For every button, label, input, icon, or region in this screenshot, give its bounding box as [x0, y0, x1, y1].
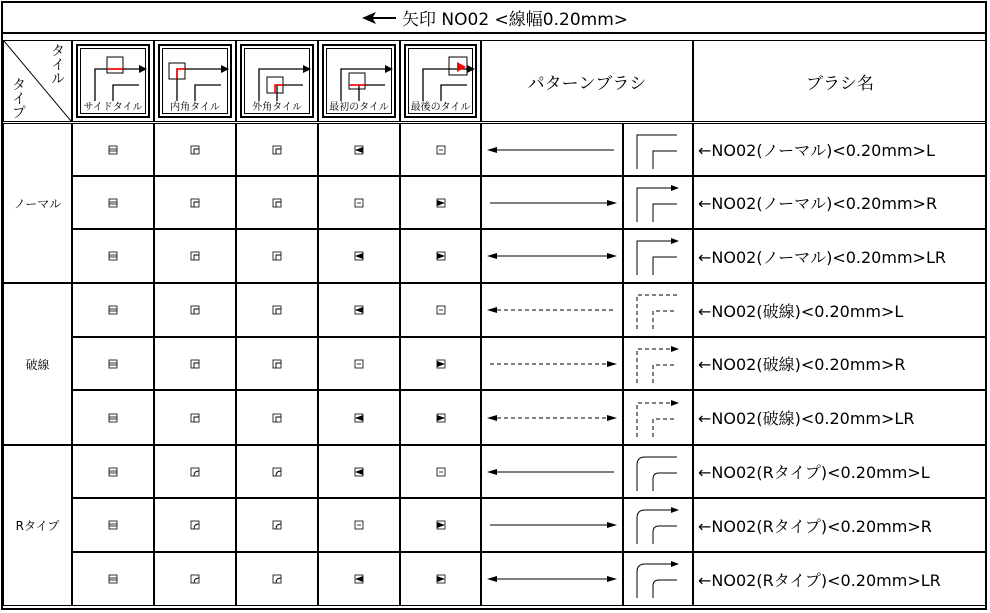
- brush-name-cell: [693, 445, 987, 498]
- tile-thumbnail-cell: [154, 229, 236, 283]
- last-thumbnail-icon: [436, 520, 446, 530]
- pattern-brush-preview-cell: [481, 229, 623, 283]
- header-first-tile-cell: [318, 40, 400, 122]
- corner-preview-cell: [623, 283, 693, 337]
- brush-name-label: ←NO02(Rタイプ)<0.20mm>L: [698, 463, 930, 482]
- inner-thumbnail-icon: [190, 198, 200, 208]
- header-outer-corner-tile-cell: [236, 40, 318, 122]
- type-group-label: Rタイプ: [15, 519, 60, 533]
- tile-thumbnail-cell: [236, 229, 318, 283]
- pattern-brush-header: [481, 40, 693, 122]
- type-group-cell: [3, 445, 72, 606]
- inner-thumbnail-icon: [190, 520, 200, 530]
- tile-thumbnail-cell: [72, 283, 154, 337]
- tile-thumbnail-cell: [154, 390, 236, 445]
- first-thumbnail-icon: [354, 305, 364, 315]
- inner-thumbnail-icon: [190, 359, 200, 369]
- tile-thumbnail-cell: [400, 445, 481, 498]
- corner-shape-preview-icon: [633, 451, 683, 493]
- header-last-tile-label: 最後のタイル: [410, 102, 471, 113]
- brush-name-label: ←NO02(破線)<0.20mm>L: [698, 301, 904, 321]
- tile-thumbnail-cell: [154, 283, 236, 337]
- tile-thumbnail-cell: [154, 445, 236, 498]
- tile-thumbnail-cell: [154, 552, 236, 606]
- header-first-tile-frame: [322, 44, 396, 118]
- inner-thumbnail-icon: [190, 145, 200, 155]
- table-row: [72, 283, 987, 337]
- type-group-label: ノーマル: [13, 196, 62, 211]
- tile-thumbnail-cell: [154, 337, 236, 390]
- outer-thumbnail-icon: [272, 574, 282, 584]
- tile-thumbnail-cell: [400, 176, 481, 229]
- tile-thumbnail-cell: [318, 445, 400, 498]
- pattern-brush-preview-cell: [481, 552, 623, 606]
- side-thumbnail-icon: [108, 198, 118, 208]
- outer-thumbnail-icon: [272, 520, 282, 530]
- corner-preview-cell: [623, 498, 693, 552]
- corner-preview-cell: [623, 176, 693, 229]
- corner-shape-preview-icon: [633, 397, 683, 439]
- tile-thumbnail-cell: [400, 498, 481, 552]
- tile-thumbnail-cell: [72, 123, 154, 176]
- tile-thumbnail-cell: [236, 283, 318, 337]
- last-thumbnail-icon: [436, 467, 446, 477]
- brush-name-label: ←NO02(破線)<0.20mm>LR: [698, 409, 915, 428]
- corner-shape-preview-icon: [633, 343, 683, 385]
- first-thumbnail-icon: [354, 145, 364, 155]
- tile-thumbnail-cell: [400, 123, 481, 176]
- tile-thumbnail-cell: [72, 498, 154, 552]
- header-inner-corner-tile-label: 内角タイル: [170, 102, 220, 113]
- corner-shape-preview-icon: [633, 235, 683, 277]
- side-thumbnail-icon: [108, 251, 118, 261]
- brush-name-label: ←NO02(ノーマル)<0.20mm>LR: [698, 247, 946, 267]
- tile-thumbnail-cell: [318, 498, 400, 552]
- table-row: [72, 337, 987, 390]
- brush-name-cell: [693, 337, 987, 390]
- inner-thumbnail-icon: [190, 413, 200, 423]
- table-row: [72, 229, 987, 283]
- brush-name-label: ←NO02(Rタイプ)<0.20mm>R: [698, 516, 932, 536]
- header-side-tile-cell: [72, 40, 154, 122]
- header-side-tile-label: サイドタイル: [83, 102, 143, 113]
- header-side-tile-frame: [76, 44, 150, 118]
- tile-thumbnail-cell: [318, 283, 400, 337]
- header-inner-corner-tile-cell: [154, 40, 236, 122]
- corner-label-tile: タイル: [49, 43, 65, 85]
- tile-thumbnail-cell: [72, 552, 154, 606]
- header-outer-corner-tile-label: 外角タイル: [252, 102, 302, 113]
- tile-thumbnail-cell: [318, 229, 400, 283]
- corner-preview-cell: [623, 337, 693, 390]
- arrow-line-preview-icon: [486, 304, 618, 316]
- brush-name-header: [693, 40, 987, 122]
- side-thumbnail-icon: [108, 305, 118, 315]
- outer-thumbnail-icon: [272, 359, 282, 369]
- tile-thumbnail-cell: [318, 123, 400, 176]
- corner-label-type: タイプ: [10, 77, 26, 119]
- outer-thumbnail-icon: [272, 413, 282, 423]
- corner-shape-preview-icon: [633, 558, 683, 600]
- tile-thumbnail-cell: [400, 283, 481, 337]
- tile-thumbnail-cell: [72, 229, 154, 283]
- outer-thumbnail-icon: [272, 145, 282, 155]
- side-thumbnail-icon: [108, 520, 118, 530]
- side-thumbnail-icon: [108, 574, 118, 584]
- outer-thumbnail-icon: [272, 305, 282, 315]
- tile-thumbnail-cell: [236, 552, 318, 606]
- tile-thumbnail-cell: [72, 445, 154, 498]
- arrow-line-preview-icon: [486, 466, 618, 478]
- outer-thumbnail-icon: [272, 251, 282, 261]
- table-row: [72, 176, 987, 229]
- brush-name-cell: [693, 498, 987, 552]
- tile-thumbnail-cell: [318, 176, 400, 229]
- inner-thumbnail-icon: [190, 251, 200, 261]
- corner-preview-cell: [623, 390, 693, 445]
- last-thumbnail-icon: [436, 198, 446, 208]
- arrow-line-preview-icon: [486, 197, 618, 209]
- brush-name-cell: [693, 123, 987, 176]
- header-last-tile-frame: [404, 44, 477, 118]
- arrow-line-preview-icon: [486, 250, 618, 262]
- brush-name-cell: [693, 176, 987, 229]
- first-thumbnail-icon: [354, 359, 364, 369]
- arrow-line-preview-icon: [486, 358, 618, 370]
- outer-thumbnail-icon: [272, 198, 282, 208]
- arrow-line-preview-icon: [486, 573, 618, 585]
- table-row: [72, 445, 987, 498]
- arrow-line-preview-icon: [486, 144, 618, 156]
- page-title-bar: [3, 3, 987, 34]
- side-thumbnail-icon: [108, 413, 118, 423]
- last-thumbnail-icon: [436, 359, 446, 369]
- inner-thumbnail-icon: [190, 467, 200, 477]
- header-inner-corner-tile-frame: [158, 44, 232, 118]
- arrow-line-preview-icon: [486, 412, 618, 424]
- tile-thumbnail-cell: [236, 176, 318, 229]
- type-group-cell: [3, 283, 72, 445]
- first-thumbnail-icon: [354, 520, 364, 530]
- tile-thumbnail-cell: [236, 445, 318, 498]
- first-thumbnail-icon: [354, 413, 364, 423]
- first-thumbnail-icon: [354, 198, 364, 208]
- tile-thumbnail-cell: [72, 390, 154, 445]
- tile-thumbnail-cell: [400, 552, 481, 606]
- first-thumbnail-icon: [354, 467, 364, 477]
- table-row: [72, 390, 987, 445]
- corner-shape-preview-icon: [633, 289, 683, 331]
- pattern-brush-preview-cell: [481, 337, 623, 390]
- brush-name-label: ←NO02(ノーマル)<0.20mm>R: [698, 194, 938, 213]
- header-first-tile-label: 最初のタイル: [329, 102, 389, 113]
- pattern-brush-preview-cell: [481, 445, 623, 498]
- tile-thumbnail-cell: [72, 176, 154, 229]
- brush-name-label: ←NO02(ノーマル)<0.20mm>L: [698, 141, 935, 160]
- side-thumbnail-icon: [108, 359, 118, 369]
- tile-thumbnail-cell: [154, 123, 236, 176]
- brush-name-header-label: ブラシ名: [806, 73, 874, 94]
- outer-thumbnail-icon: [272, 467, 282, 477]
- table-row: [72, 498, 987, 552]
- tile-thumbnail-cell: [318, 552, 400, 606]
- tile-thumbnail-cell: [318, 390, 400, 445]
- brush-name-label: ←NO02(Rタイプ)<0.20mm>LR: [698, 570, 941, 590]
- tile-thumbnail-cell: [400, 390, 481, 445]
- last-thumbnail-icon: [436, 574, 446, 584]
- pattern-brush-preview-cell: [481, 176, 623, 229]
- tile-thumbnail-cell: [72, 337, 154, 390]
- type-group-cell: [3, 123, 72, 283]
- header-last-tile-cell: [400, 40, 481, 122]
- brush-name-cell: [693, 390, 987, 445]
- tile-thumbnail-cell: [236, 390, 318, 445]
- corner-shape-preview-icon: [633, 182, 683, 224]
- table-row: [72, 552, 987, 606]
- corner-preview-cell: [623, 123, 693, 176]
- tile-thumbnail-cell: [400, 337, 481, 390]
- pattern-brush-header-label: パターンブラシ: [527, 73, 647, 94]
- corner-preview-cell: [623, 229, 693, 283]
- pattern-brush-preview-cell: [481, 498, 623, 552]
- brush-name-cell: [693, 552, 987, 606]
- corner-preview-cell: [623, 552, 693, 606]
- header-outer-corner-tile-frame: [240, 44, 314, 118]
- brush-name-cell: [693, 283, 987, 337]
- tile-thumbnail-cell: [236, 337, 318, 390]
- tile-thumbnail-cell: [318, 337, 400, 390]
- tile-thumbnail-cell: [154, 176, 236, 229]
- last-thumbnail-icon: [436, 305, 446, 315]
- corner-preview-cell: [623, 445, 693, 498]
- corner-shape-preview-icon: [633, 504, 683, 546]
- table-row: [72, 123, 987, 176]
- tile-thumbnail-cell: [154, 498, 236, 552]
- pattern-brush-preview-cell: [481, 123, 623, 176]
- last-thumbnail-icon: [436, 251, 446, 261]
- corner-shape-preview-icon: [633, 129, 683, 171]
- first-thumbnail-icon: [354, 574, 364, 584]
- type-group-label: 破線: [25, 357, 50, 372]
- brush-name-label: ←NO02(破線)<0.20mm>R: [698, 355, 906, 374]
- first-thumbnail-icon: [354, 251, 364, 261]
- inner-thumbnail-icon: [190, 305, 200, 315]
- last-thumbnail-icon: [436, 145, 446, 155]
- tile-thumbnail-cell: [400, 229, 481, 283]
- page-title: 矢印 NO02 <線幅0.20mm>: [402, 10, 628, 30]
- pattern-brush-preview-cell: [481, 390, 623, 445]
- side-thumbnail-icon: [108, 467, 118, 477]
- pattern-brush-preview-cell: [481, 283, 623, 337]
- corner-header-cell: [3, 40, 72, 122]
- arrow-line-preview-icon: [486, 519, 618, 531]
- tile-thumbnail-cell: [236, 123, 318, 176]
- brush-name-cell: [693, 229, 987, 283]
- inner-thumbnail-icon: [190, 574, 200, 584]
- arrow-left-icon: [362, 11, 396, 25]
- tile-thumbnail-cell: [236, 498, 318, 552]
- last-thumbnail-icon: [436, 413, 446, 423]
- side-thumbnail-icon: [108, 145, 118, 155]
